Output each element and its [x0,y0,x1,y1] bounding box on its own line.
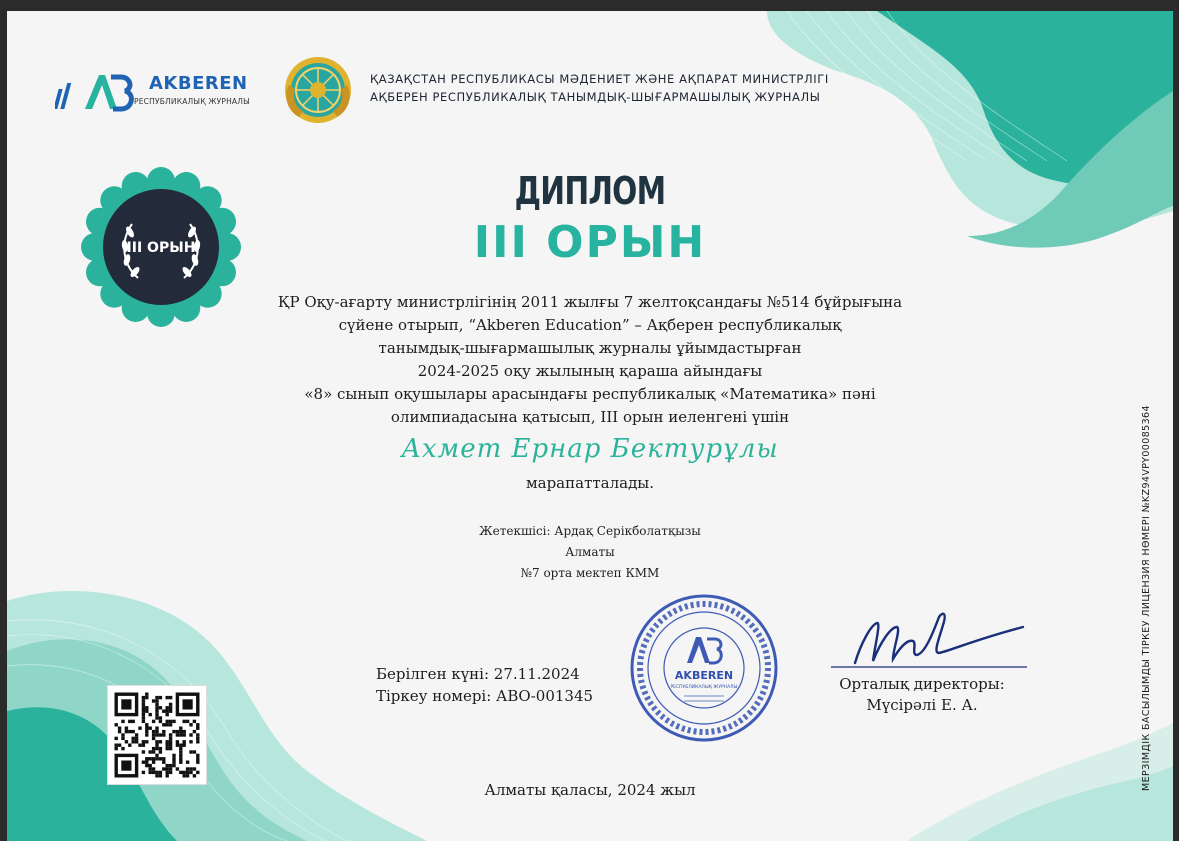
diploma-title: ДИПЛОМ [514,169,666,213]
issue-date: Берілген күні: 27.11.2024 [376,665,580,683]
diploma-page [7,11,1173,841]
body-line: олимпиадасына қатысып, III орын иеленгені үшін [390,408,790,426]
recipient-name: Ахмет Ернар Бектурұлы [401,434,779,464]
director-name: Мүсірәлі Е. А. [866,696,978,714]
brand-name: AKBEREN [149,73,248,94]
qr-code-icon [108,686,206,784]
body-line: сүйене отырып, “Akberen Education” – Ақберен республикалық [338,316,842,334]
city-line: Алматы [565,545,615,559]
badge-label: III ОРЫН [126,240,196,256]
state-emblem-icon [283,55,353,125]
registration-number: Тіркеу номері: АВО-001345 [376,687,594,705]
ministry-heading: ҚАЗАҚСТАН РЕСПУБЛИКАСЫ МӘДЕНИЕТ ЖӘНЕ АҚПАРАТ МИНИСТРЛІГІ [370,72,829,86]
awarded-text: марапатталады. [525,474,655,492]
stamp-brand: AKBEREN [674,669,734,682]
issue-details [376,663,593,707]
director-title: Орталық директоры: [839,675,1005,693]
director-block [827,674,1017,716]
award-body [190,291,990,429]
body-line: 2024-2025 оқу жылының қараша айындағы [417,362,763,380]
qr-code[interactable] [107,685,207,785]
place-title: III ОРЫН [473,217,707,268]
brand-subtitle: РЕСПУБЛИКАЛЫҚ ЖУРНАЛЫ [134,97,250,106]
school-line: №7 орта мектеп КММ [520,566,660,580]
director-signature [827,603,1027,673]
body-line: ҚР Оқу-ағарту министрлігінің 2011 жылғы 7 желтоқсандағы №514 бұйрығына [277,293,903,311]
stamp-subtitle: РЕСПУБЛИКАЛЫҚ ЖУРНАЛЫ [670,685,738,690]
official-stamp [629,593,779,743]
supervisor-line: Жетекшісі: Ардақ Серікболатқызы [479,524,701,538]
akberen-logo-icon [55,69,137,113]
details-block [7,521,1173,584]
body-line: танымдық-шығармашылық журналы ұйымдастырған [378,339,802,357]
journal-heading: АҚБЕРЕН РЕСПУБЛИКАЛЫҚ ТАНЫМДЫҚ-ШЫҒАРМАШЫЛЫҚ ЖУРНАЛЫ [370,90,821,104]
license-note: МЕРЗІМДІК БАСЫЛЫМДЫ ТІРКЕУ ЛИЦЕНЗИЯ НӨМЕРІ №KZ94VPY00085364 [1141,405,1152,791]
city-year: Алматы қаласы, 2024 жыл [484,781,696,799]
body-line: «8» сынып оқушылары арасындағы республикалық «Математика» пәні [304,385,876,403]
